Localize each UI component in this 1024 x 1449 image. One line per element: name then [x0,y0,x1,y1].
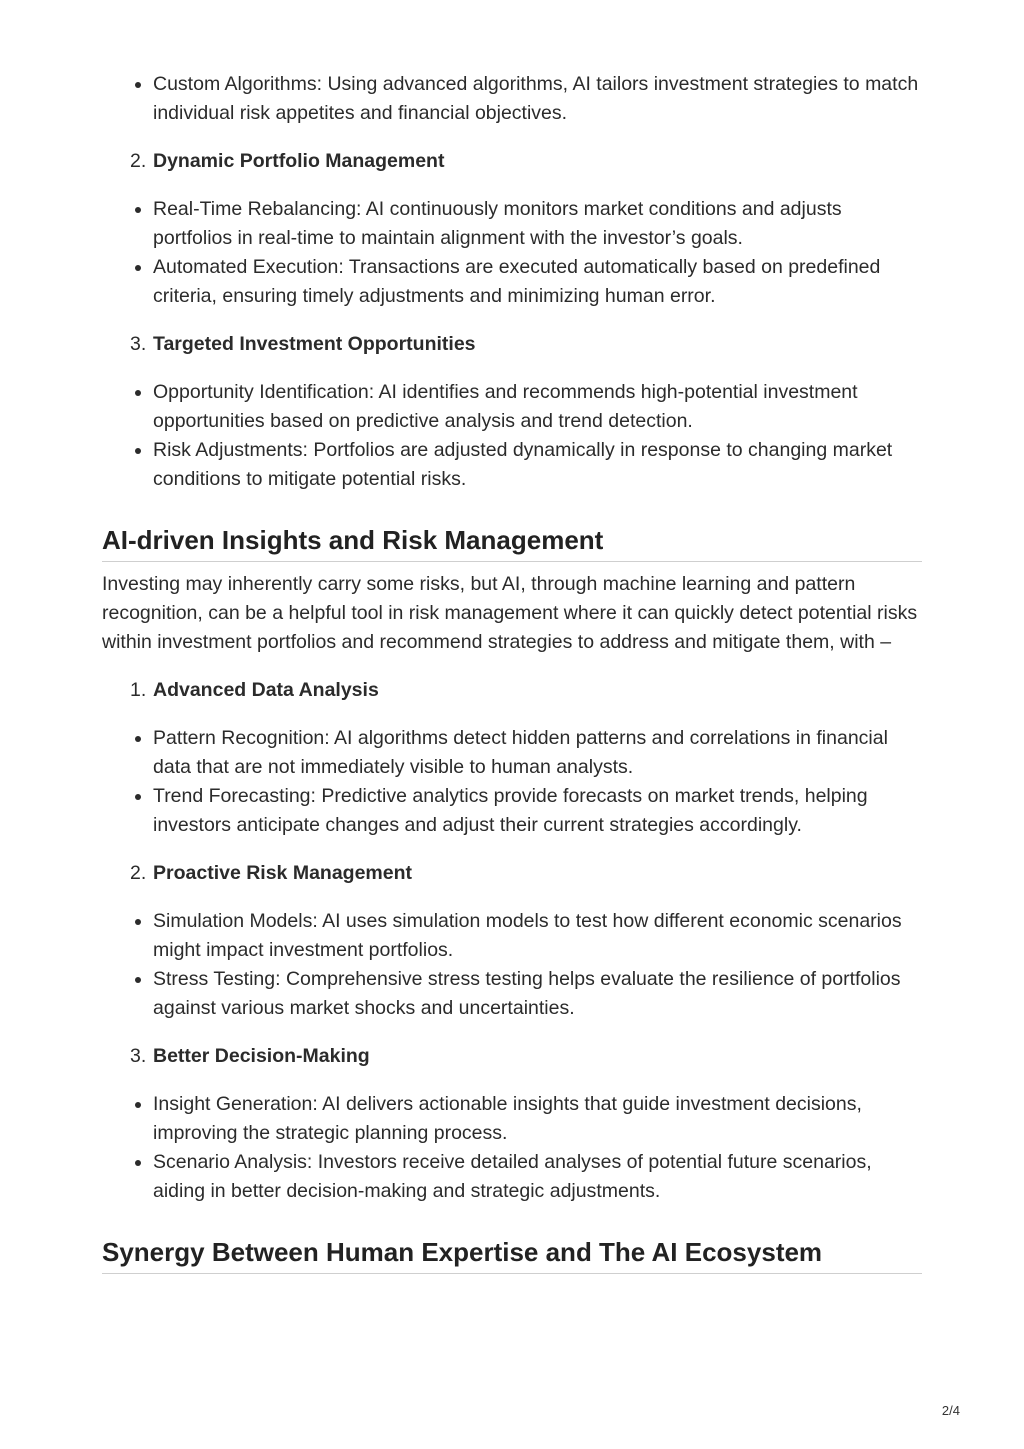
list-item: Opportunity Identification: AI identifies and recommends high-potential investment opportunities based on predictive analysis and trend detection. [102,378,922,436]
numbered-heading-title: Advanced Data Analysis [153,679,379,701]
list-number: 2. [130,150,147,172]
list-item: Trend Forecasting: Predictive analytics provide forecasts on market trends, helping investors anticipate changes and adjust their current strategies accordingly. [102,782,922,840]
list-item: Simulation Models: AI uses simulation models to test how different economic scenarios might impact investment portfolios. [102,907,922,965]
list-item: Insight Generation: AI delivers actionable insights that guide investment decisions, improving the strategic planning process. [102,1090,922,1148]
numbered-heading [102,1042,922,1071]
numbered-heading [102,147,922,176]
list-item: Custom Algorithms: Using advanced algorithms, AI tailors investment strategies to match individual risk appetites and financial objectives. [102,70,922,128]
list-item: Real-Time Rebalancing: AI continuously monitors market conditions and adjusts portfolios in real-time to maintain alignment with the investor’s goals. [102,195,922,253]
bullet-list [102,1090,922,1206]
numbered-heading-title: Better Decision-Making [153,1045,370,1067]
page-number: 2/4 [941,1403,960,1418]
list-item: Automated Execution: Transactions are executed automatically based on predefined criteria, ensuring timely adjustments and minimizing human error. [102,253,922,311]
list-item: Scenario Analysis: Investors receive detailed analyses of potential future scenarios, aiding in better decision-making and strategic adjustments. [102,1148,922,1206]
bullet-list [102,724,922,840]
numbered-heading-title: Dynamic Portfolio Management [153,150,445,172]
numbered-heading [102,859,922,888]
section-heading: Synergy Between Human Expertise and The AI Ecosystem [102,1236,922,1274]
numbered-heading [102,330,922,359]
bullet-list [102,195,922,311]
list-number: 2. [130,862,147,884]
list-number: 1. [130,679,147,701]
numbered-heading-title: Targeted Investment Opportunities [153,333,476,355]
list-item: Stress Testing: Comprehensive stress testing helps evaluate the resilience of portfolios against various market shocks and uncertainties. [102,965,922,1023]
list-item: Risk Adjustments: Portfolios are adjusted dynamically in response to changing market conditions to mitigate potential risks. [102,436,922,494]
section-synergy [102,1236,922,1274]
list-item: Pattern Recognition: AI algorithms detect hidden patterns and correlations in financial data that are not immediately visible to human analysts. [102,724,922,782]
page-content [102,70,922,1274]
bullet-list [102,378,922,494]
numbered-heading-title: Proactive Risk Management [153,862,413,884]
bullet-list [102,907,922,1023]
section-heading: AI-driven Insights and Risk Management [102,524,922,562]
section-ai-insights [102,524,922,1206]
intro-bullet-list [102,70,922,128]
list-number: 3. [130,1045,147,1067]
list-number: 3. [130,333,147,355]
numbered-heading [102,676,922,705]
section-paragraph: Investing may inherently carry some risks, but AI, through machine learning and pattern recognition, can be a helpful tool in risk management where it can quickly detect potential risks within investment portfolios and recommend strategies to address and mitigate them, with – [102,573,918,653]
